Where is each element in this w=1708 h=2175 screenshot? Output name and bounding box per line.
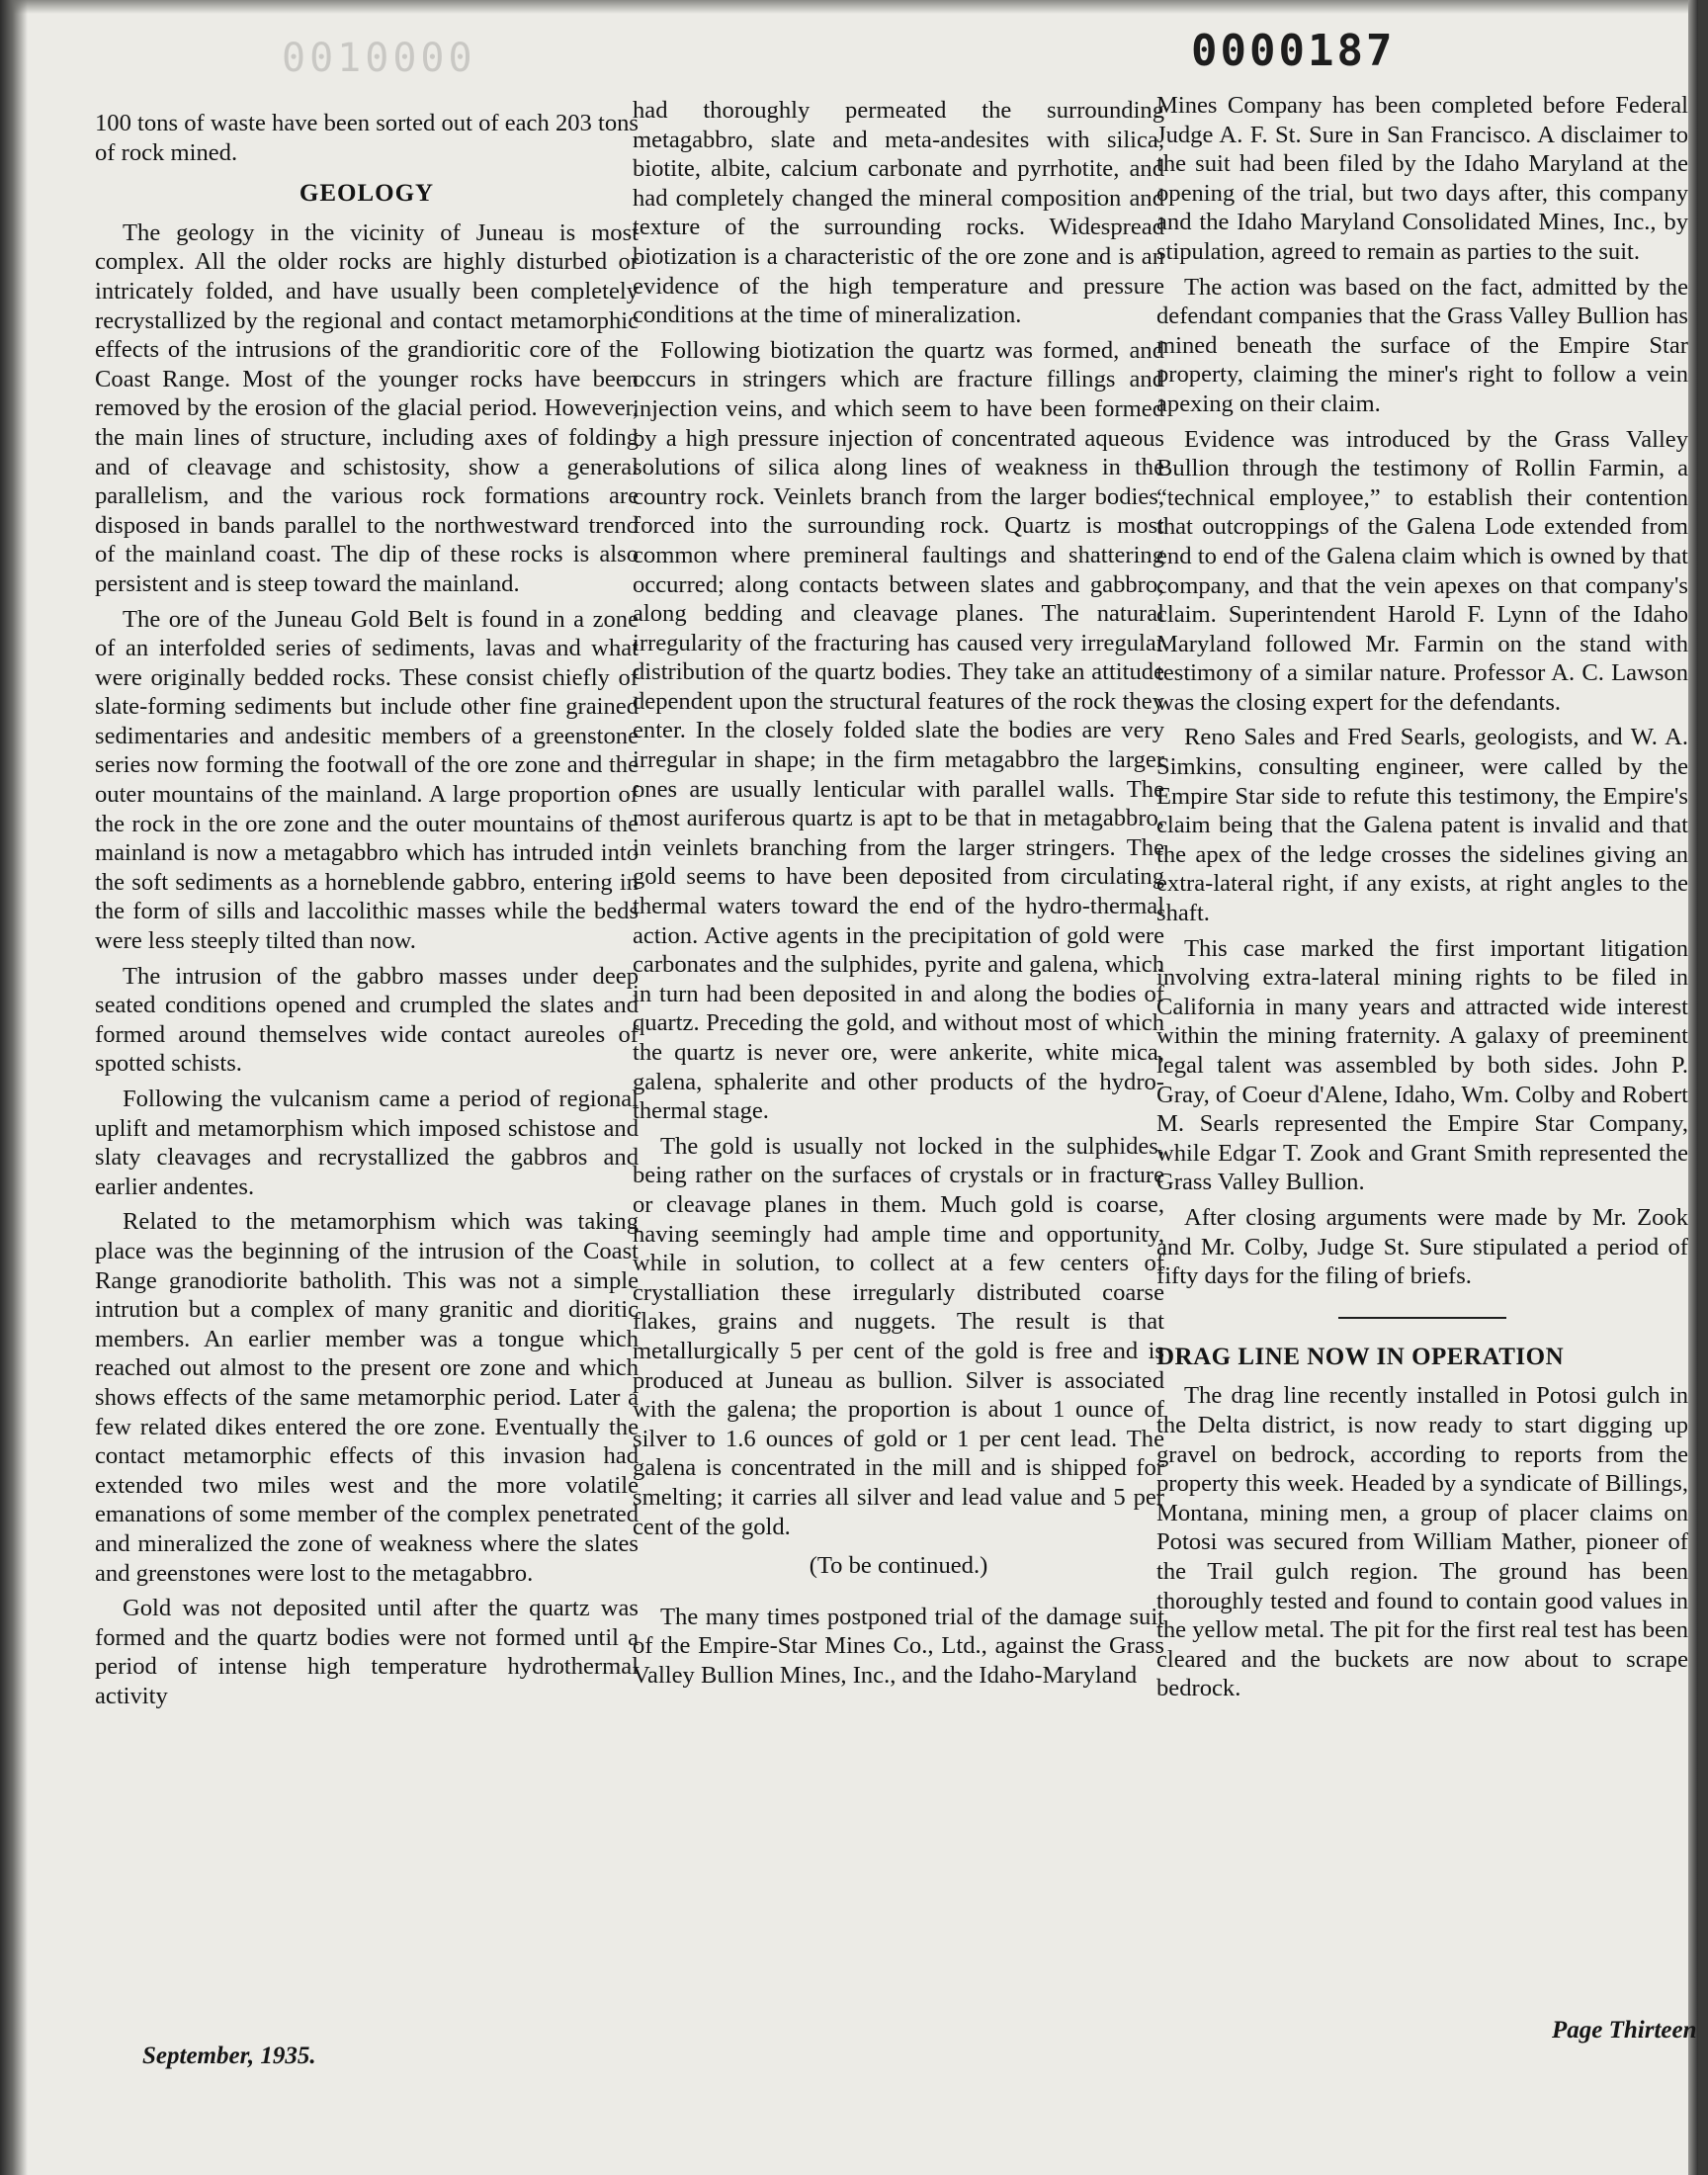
paragraph: Related to the metamorphism which was taking place was the beginning of the intrusion of the Coast Range granodiorite batholith. This was not a simple intrution but a complex of many granitic and dioritic members. An earlier member was a tongue which reached out almost to the present ore zone and which shows effects of the same metamorphic period. Later a few related dikes entered the ore zone. Eventually the contact metamorphic effects of this invasion had extended two miles west and the more volatile emanations of some member of the complex penetrated and mineralized the zone of weakness where the slates and greenstones were lost to the metagabbro. <box>95 1208 639 1587</box>
paragraph: The gold is usually not locked in the sulphides, being rather on the surfaces of crystals or in fracture or cleavage planes in them. Much gold is coarse, having seemingly had ample time and opportunity, while in solution, to collect at a few centers of crystalliation these irregularly distributed coarse flakes, grains and nuggets. The result is that metallurgically 5 per cent of the gold is free and is produced at Juneau as bullion. Silver is associated with the galena; the proportion is about 1 ounce of silver to 1.6 ounces of gold or 1 per cent lead. The galena is concentrated in the mill and is shipped for smelting; it carries all silver and lead value and 5 per cent of the gold. <box>633 1132 1164 1540</box>
faded-stamp-number: 0010000 <box>282 36 476 81</box>
section-divider <box>1338 1317 1506 1319</box>
footer-page-number: Page Thirteen <box>1552 2017 1697 2044</box>
paragraph: had thoroughly permeated the surrounding metagabbro, slate and meta-andesites with silica, biotite, albite, calcium carbonate and pyrrhotite, and had completely changed the mineral composition and texture of the surrounding rocks. Widespread biotization is a characteristic of the ore zone and is an evidence of the high temperature and pressure conditions at the time of mineralization. <box>633 97 1164 329</box>
paragraph: The action was based on the fact, admitted by the defendant companies that the Grass Valley Bullion has mined beneath the surface of the Empire Star property, claiming the miner's right to follow a vein apexing on their claim. <box>1156 273 1688 417</box>
intro-paragraph: 100 tons of waste have been sorted out of each 203 tons of rock mined. <box>95 110 639 166</box>
geology-heading: GEOLOGY <box>299 180 435 208</box>
paragraph: Reno Sales and Fred Searls, geologists, and W. A. Simkins, consulting engineer, were called by the Empire Star side to refute this testimony, the Empire's claim being that the Galena patent is invalid and that the apex of the ledge crosses the sidelines giving an extra-lateral right, if any exists, at right angles to the shaft. <box>1156 724 1688 927</box>
paragraph: This case marked the first important litigation involving extra-lateral mining rights to be filed in California in many years and attracted wide interest within the mining fraternity. A galaxy of preeminent legal talent was assembled by both sides. John P. Gray, of Coeur d'Alene, Idaho, Wm. Colby and Robert M. Searls represented the Empire Star Company, while Edgar T. Zook and Grant Smith represented the Grass Valley Bullion. <box>1156 934 1688 1196</box>
page-stamp-number: 0000187 <box>1191 26 1396 76</box>
paragraph: Mines Company has been completed before Federal Judge A. F. St. Sure in San Francisco. A disclaimer to the suit had been filed by the Idaho Maryland at the opening of the trial, but two days after, this company and the Idaho Maryland Consolidated Mines, Inc., by stipulation, agreed to remain as parties to the suit. <box>1156 92 1688 265</box>
paragraph: The intrusion of the gabbro masses under deep seated conditions opened and crumpled the slates and formed around themselves wide contact aureoles of spotted schists. <box>95 962 639 1078</box>
drag-line-heading: DRAG LINE NOW IN OPERATION <box>1156 1343 1565 1370</box>
column-right <box>1156 91 1688 1703</box>
paragraph: Evidence was introduced by the Grass Valley Bullion through the testimony of Rollin Farmin, a “technical employee,” to establish their contention that outcroppings of the Galena Lode extended from end to end of the Galena claim which is owned by that company, and that the vein apexes on that company's claim. Superintendent Harold F. Lynn of the Idaho Maryland followed Mr. Farmin on the stand with testimony of a similar nature. Professor A. C. Lawson was the closing expert for the defendants. <box>1156 425 1688 716</box>
paragraph: Gold was not deposited until after the quartz was formed and the quartz bodies were not formed until a period of intense high temperature hydrothermal activity <box>95 1595 639 1709</box>
paragraph: Following biotization the quartz was formed, and occurs in stringers which are fracture fillings and injection veins, and which seem to have been formed by a high pressure injection of concentrated aqueous solutions of silica along lines of weakness in the country rock. Veinlets branch from the larger bodies, forced into the surrounding rock. Quartz is most common where premineral faultings and shattering occurred; along contacts between slates and gabbro; along bedding and cleavage planes. The natural irregularity of the fracturing has caused very irregular distribution of the quartz bodies. They take an attitude dependent upon the structural features of the rock they enter. In the closely folded slate the bodies are very irregular in shape; in the firm metagabbro the larger ones are usually lenticular with parallel walls. The most auriferous quartz is apt to be that in metagabbro, in veinlets branching from the larger stringers. The gold seems to have been deposited from circulating thermal waters toward the end of the hydro-thermal action. Active agents in the precipitation of gold were carbonates and the sulphides, pyrite and galena, which in turn had been deposited in and along the bodies of quartz. Preceding the gold, and without most of which the quartz is never ore, were ankerite, white mica, galena, sphalerite and other products of the hydro-thermal stage. <box>633 336 1164 1125</box>
footer-date: September, 1935. <box>142 2043 316 2069</box>
scan-top-shadow <box>0 0 1698 14</box>
scan-left-shadow <box>0 0 28 2175</box>
scan-right-edge <box>1688 0 1698 2175</box>
paragraph: The ore of the Juneau Gold Belt is found in a zone of an interfolded series of sediments, lavas and what were originally bedded rocks. These consist chiefly of slate-forming sediments but include other fine grained sedimentaries and andesitic members of a greenstone series now forming the footwall of the ore zone and the outer mountains of the mainland. A large proportion of the rock in the ore zone and the outer mountains of the mainland is now a metagabbro which has intruded into the soft sediments as a horneblende gabbro, entering in the form of sills and laccolithic masses while the beds were less steeply tilted than now. <box>95 605 639 955</box>
column-left <box>95 109 639 1710</box>
paragraph: The geology in the vicinity of Juneau is most complex. All the older rocks are highly disturbed or intricately folded, and have usually been completely recrystallized by the regional and contact metamorphic effects of the intrusions of the grandioritic core of the Coast Range. Most of the younger rocks have been removed by the erosion of the glacial period. However, the main lines of structure, including axes of folding and of cleavage and schistosity, show a general parallelism, and the various rock formations are disposed in bands parallel to the northwestward trend of the mainland coast. The dip of these rocks is also persistent and is steep toward the mainland. <box>95 218 639 597</box>
to-be-continued: (To be continued.) <box>809 1552 988 1580</box>
paragraph: The drag line recently installed in Potosi gulch in the Delta district, is now ready to start digging up gravel on bedrock, according to reports from the property this week. Headed by a syndicate of Billings, Montana, mining men, a group of placer claims on Potosi was secured from William Mather, pioneer of the Trail gulch region. The ground has been thoroughly tested and found to contain good values in the yellow metal. The pit for the first real test has been cleared and the buckets are now about to scrape bedrock. <box>1156 1382 1688 1702</box>
paragraph: Following the vulcanism came a period of regional uplift and metamorphism which imposed schistose and slaty cleavages and recrystallized the gabbros and earlier andentes. <box>95 1086 639 1200</box>
paragraph: After closing arguments were made by Mr. Zook and Mr. Colby, Judge St. Sure stipulated a period of fifty days for the filing of briefs. <box>1156 1203 1688 1290</box>
paragraph: The many times postponed trial of the damage suit of the Empire-Star Mines Co., Ltd., against the Grass Valley Bullion Mines, Inc., and the Idaho-Maryland <box>633 1603 1164 1689</box>
column-middle <box>633 96 1164 1690</box>
